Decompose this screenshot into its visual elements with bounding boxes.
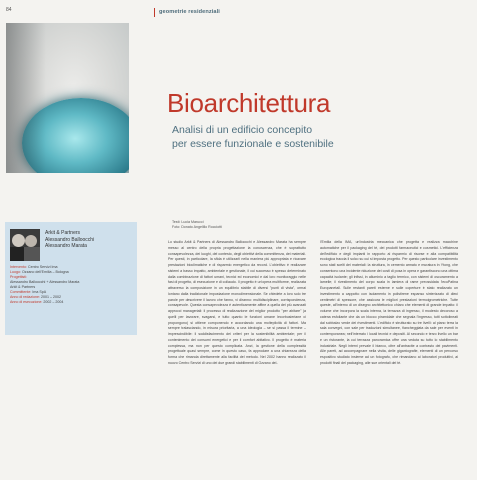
detail-label: Anno di redazione:	[10, 295, 40, 299]
detail-label: Committente:	[10, 290, 32, 294]
body-column-2	[320, 240, 458, 468]
subtitle	[172, 123, 442, 151]
wall-shadow	[6, 23, 46, 173]
detail-label: Luogo:	[10, 270, 21, 274]
detail-value: Alessandro Balloocchi + Alessandro Marata	[10, 280, 80, 284]
subtitle-line-2: per essere funzionale e sostenibile	[172, 138, 334, 150]
architect-name-1: Alessandro Balloocchi	[45, 236, 95, 243]
detail-value: 2001 – 2002	[39, 295, 61, 299]
subtitle-line-1: Analisi di un edificio concepito	[172, 124, 313, 136]
section-marker	[154, 8, 155, 17]
credits	[172, 220, 222, 230]
info-box	[5, 222, 137, 335]
detail-label: Intervento:	[10, 265, 27, 269]
portrait-face-1	[12, 234, 25, 247]
firm-name: Arkit & Partners	[45, 230, 81, 236]
portrait-body-2	[24, 247, 40, 261]
project-details	[10, 265, 134, 305]
detail-row	[10, 300, 134, 305]
detail-value: 2002 – 2004	[42, 300, 64, 304]
detail-label: Progettisti:	[10, 275, 27, 279]
detail-value: Ima SpA	[31, 290, 47, 294]
credits-texts: Testi: Lucia Marucci	[172, 220, 204, 224]
body-text-1: Lo studio Arkit & Partners di Alessandro Balloocchi e Alessandro Marata ha sempre messo al centro della propria progettazione la conoscenza, che è soprattutto consapevolezza, dei luoghi, del contesto, degli obiettivi della committenza, dei materiali. Per questi, in particolare, la sfida è utilizzarli nella maniera più appropriata e ricavare prestazioni bioclimatiche e di risparmio energetico da record. L'obiettivo è realizzare sistemi a basso impatto, ambientale e gestionale, il cui successo è spesso determinato dalla combinazione di fattori umani, tecnici ed economici e dal loro monitoraggio nelle fasi di progetto, di esecuzione e di collaudo. Il progetto è un'opera multiforme, realizzata attraverso la composizione in un equilibrio stabile di diversi "punti di vista", ormai lontano dalla tradizionale impostazione monodimensionale. Se chiedete a loro solo tre parole per descrivere il lavoro che fanno, vi diranno: multidisciplinare, corrispondenza, consapevole. Questa consapevolezza è autenticamente affine a quella dei più avanzati approcci manageriali: il processo di realizzazione del miglior prodotto "per abitare" (a quelli per lavorare, svagarsi, e tutto quanto le funzioni umane lecorbusieriane ci propongono) si ottiene componendo e accordando una molteplicità di fattori. Ma sempre tralasciando, in misura prioritaria, a una ideologia – se si passa il termine – imprescindibile: il soddisfacimento dei criteri per la sostenibilità ambientale; per il contenimento dei consumi energetici e per il comfort abitativo. Il progetto è materia complessa, ma non per questo complicata. Anzi, la gestione della complessità progettuale quasi sempre, come in questo caso, fa approdare a una chiarezza della forma che rimanda direttamente alla facilità del metodo. Nel 2002 hanno realizzato il nuovo Centro Servizi di uno dei due grandi stabilimenti di Ozzano del-	[168, 240, 306, 365]
page-number: 84	[6, 7, 12, 13]
detail-value: Ozzano dell'Emilia – Bologna	[21, 270, 69, 274]
portrait-body-1	[10, 247, 25, 261]
architect-name-2: Alessandro Marata	[45, 243, 87, 249]
page-title: Bioarchitettura	[167, 88, 331, 118]
credits-photos: Foto: Donato Angelillo Rocciotti	[172, 225, 222, 229]
detail-label: Anno di esecuzione:	[10, 300, 43, 304]
section-title: geometrie residenziali	[159, 9, 220, 15]
detail-value: Arkit & Partners	[10, 285, 36, 289]
firm-block	[45, 230, 94, 250]
body-column-1	[168, 240, 306, 468]
hero-photo	[6, 23, 129, 173]
portrait-face-2	[25, 235, 37, 247]
detail-value: Centro Servizi Ima	[26, 265, 58, 269]
architects-portrait	[10, 229, 40, 261]
body-text-2: l'Emilia della IMA, un'industria meccanica che progetta e realizza macchine automatiche per il packaging del tè, dei prodotti farmaceutici e cosmetici. L'efficienza dell'edificio e degli impianti in rapporto al risparmio di risorse e alla compatibilità ecologica traccia il solco su cui si imposta progetto. Per questo particolare investimento sono stati scelti dei materiali: la struttura, in cemento armato e muratura in Ytong, che consentono una incidente riduzione dei costi di posa in opera e garantiscono una ottima capacità isolante; gli infissi, in alluminio a taglio termico, con sistemi di oscuramento a lamelle; il rivestimento del corpo scala in lamiera di rame preossidata l'ecuPatina Europanetall. Sulle restanti pareti esterne e sulle coperture è stato realizzato un investimento a cappotto con isolamento in polistirene espanso sinterizzato di dieci centimetri di spessore, che assicura le migliori prestazioni termoigrometriche. Tutte queste, all'interno di un disegno architettonico chiaro che elementi di grande impatto: il volume che incorpora la scala interna, la terrazza di ingresso, il modesto decoroso a catena esfoliante che da un blocco piramidale che segnala l'ingresso, tutti sottolineati dal sobbalzo verde dei rivestimenti. L'edificio è strutturato su tre livelli: al piano terra la sala convegni, con sale per traduzioni simultanee, fiancheggiata da sale per eventi in contemporanea; nell'interrato i locali tecnici e depositi. Al secondo e terzo livello un bar e un ristorante, la cui terrazza panoramica offre una veduta su tutto lo stabilimento industriale. Negli interni prevale il bianco, oltre all'antracite a contrasto dei pavimenti. Alle pareti, ad accompagnare nella visita, delle gigantografie, elementi di un percorso espositivo studiato insieme ad un fotografo, che rimandano ai laboratori produttivi, ai prodotti finali del packaging, alle sue orientali del tè.	[320, 240, 458, 365]
